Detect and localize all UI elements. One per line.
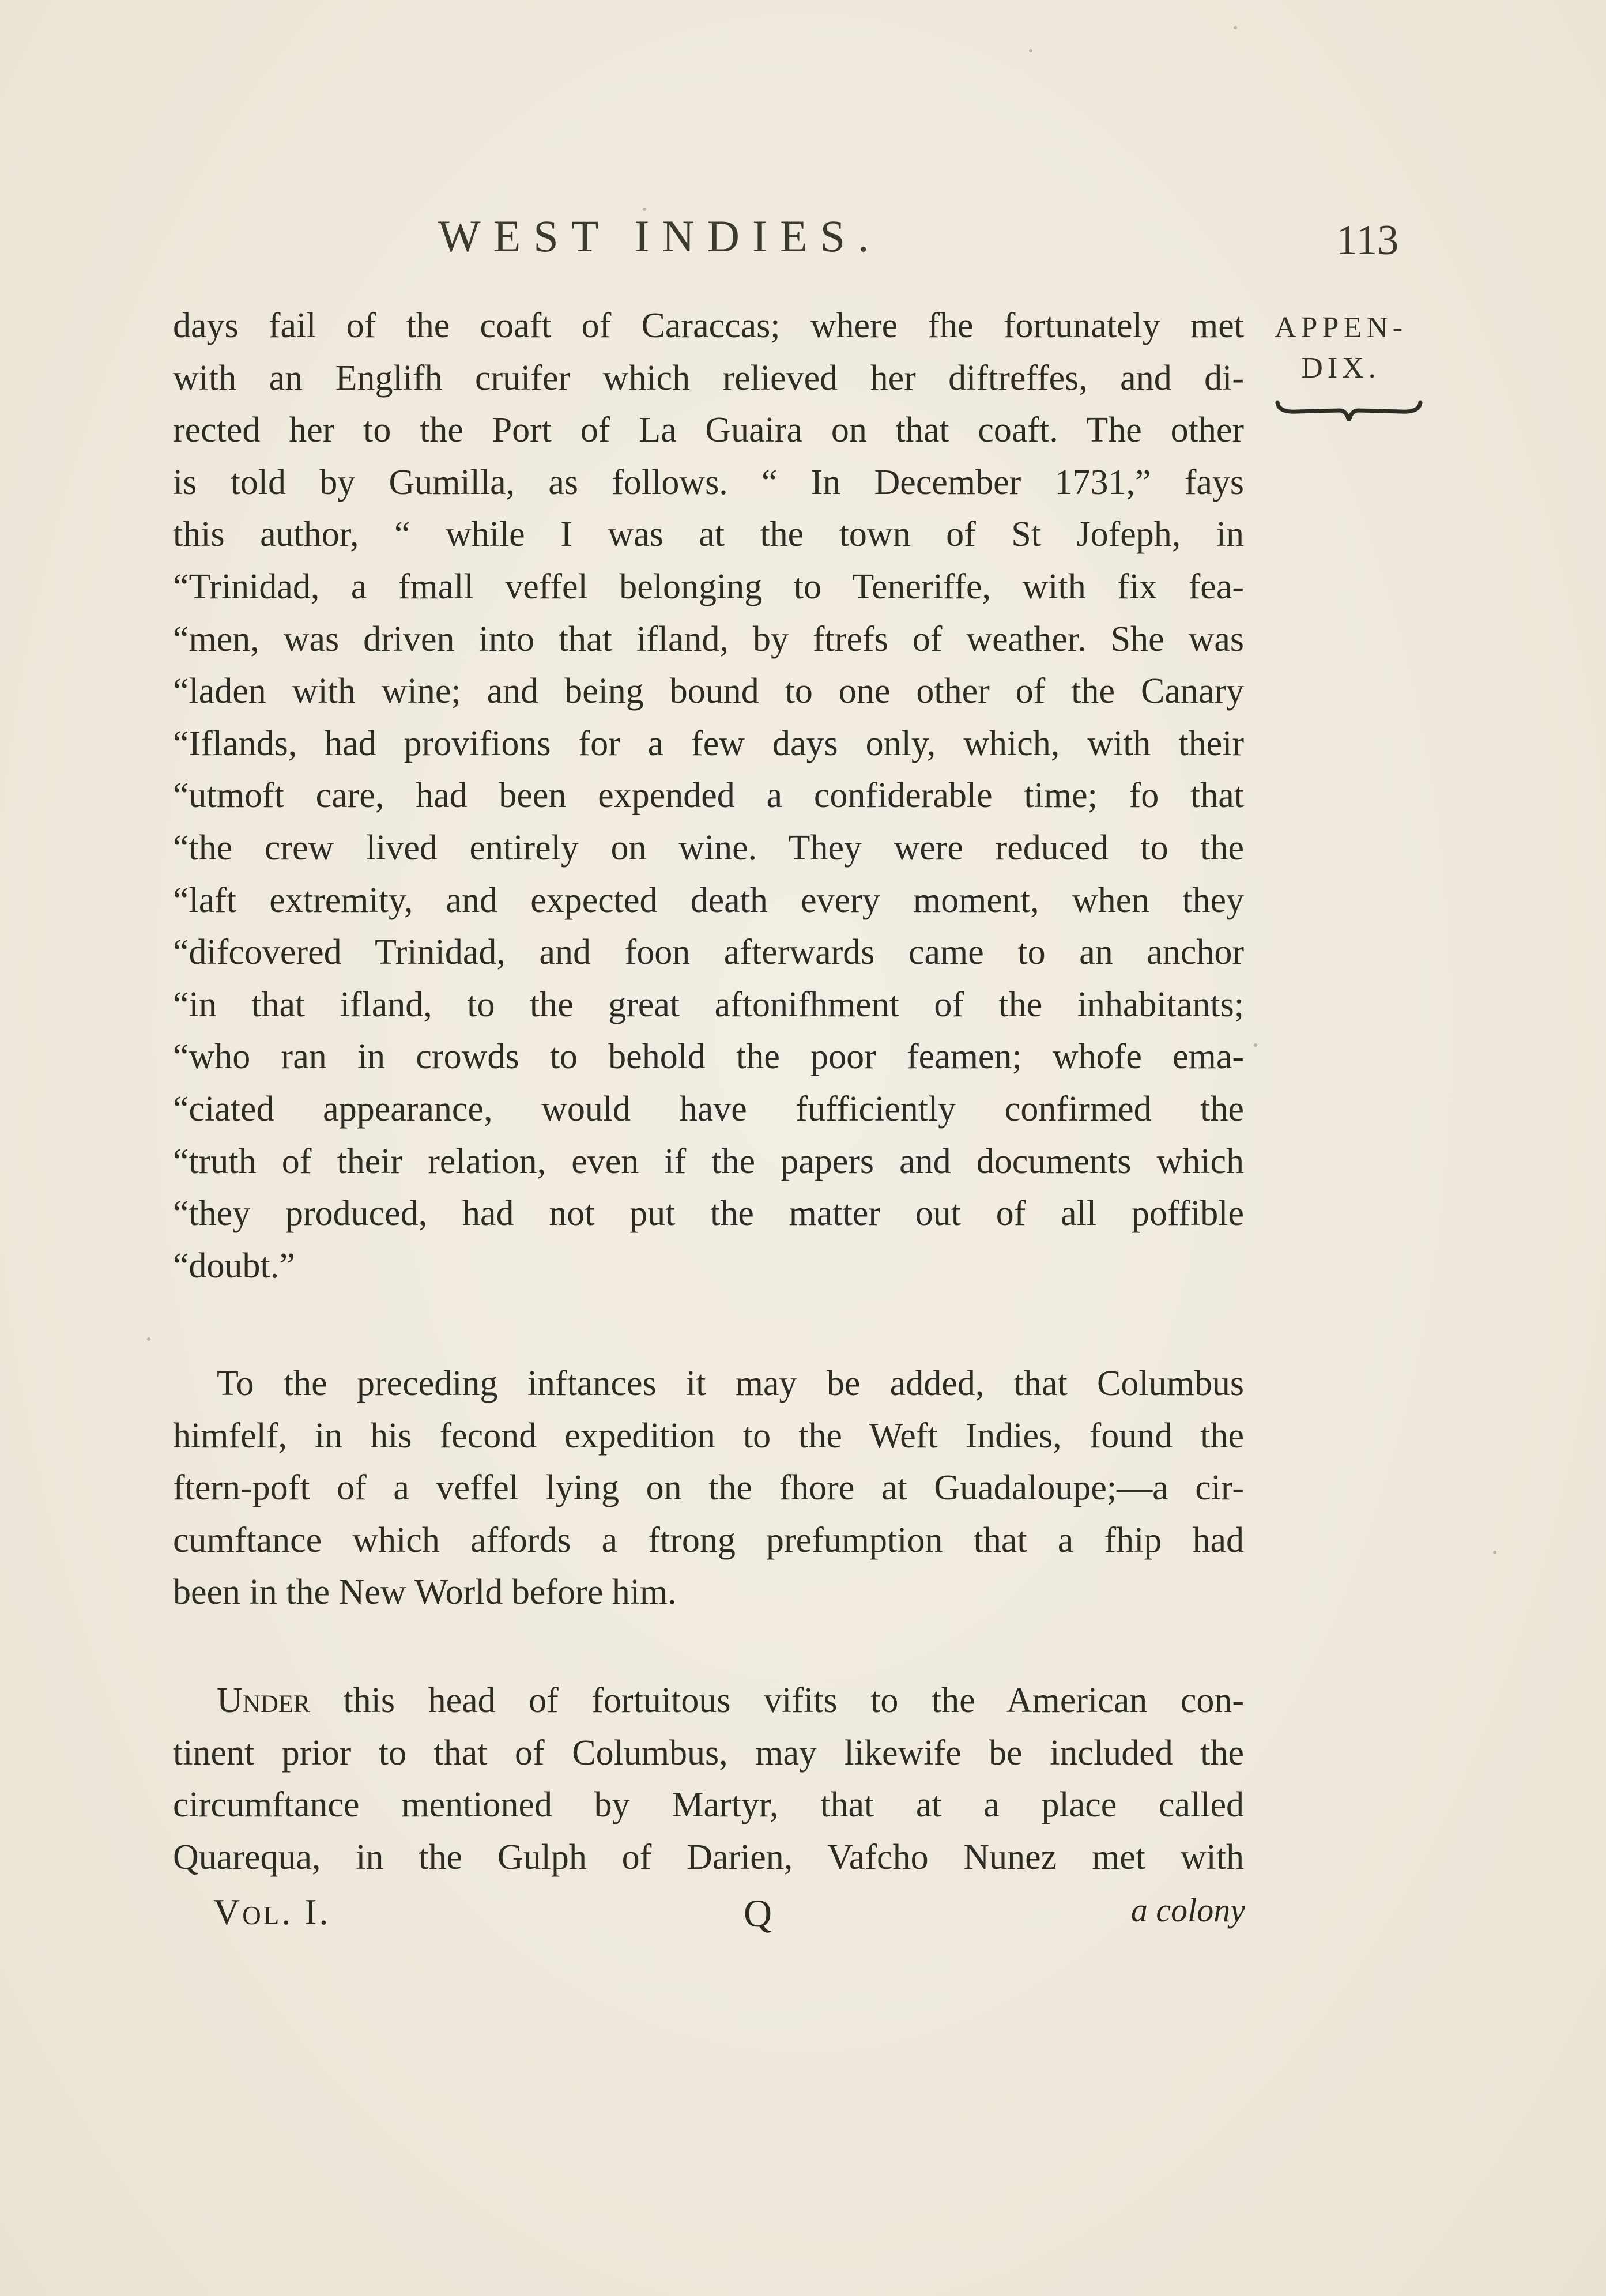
- catchword: a colony: [1130, 1891, 1245, 1929]
- quote-mark: “: [173, 619, 189, 659]
- volume-label: Vol. I.: [213, 1891, 331, 1932]
- text-line: is told by Gumilla, as follows. “ In December 1731,” fays: [173, 462, 1244, 502]
- quoted-line: [173, 665, 1244, 718]
- text-line: they produced, had not put the matter out of all poffible: [189, 1194, 1244, 1234]
- text-line: men, was driven into that ifland, by ftrefs of weather. She was: [189, 619, 1244, 659]
- text-line: days fail of the coaft of Caraccas; where fhe fortunately met: [173, 306, 1244, 345]
- text-line: ciated appearance, would have fufficiently confirmed the: [189, 1089, 1244, 1129]
- quoted-line: [173, 874, 1244, 927]
- text-line: Iflands, had provifions for a few days only, which, with their: [189, 723, 1244, 763]
- text-line: been in the New World before him.: [173, 1573, 677, 1612]
- quote-mark: “: [173, 723, 189, 763]
- quoted-line: [173, 1240, 1244, 1292]
- text-line: utmoft care, had been expended a confiderable time; fo that: [189, 776, 1244, 816]
- text-line: in that ifland, to the great aftonifhment of the inhabitants;: [189, 985, 1244, 1024]
- quoted-line: [173, 613, 1244, 666]
- quoted-line: [173, 718, 1244, 770]
- quote-mark: “: [173, 1089, 189, 1129]
- quoted-line: [173, 1187, 1244, 1240]
- quote-mark: “: [173, 1037, 189, 1077]
- quote-mark: “: [173, 985, 189, 1024]
- page-footer: [213, 1891, 1245, 1943]
- text-line: To the preceding inftances it may be added, that Columbus: [217, 1364, 1244, 1403]
- quote-mark: “: [173, 776, 189, 816]
- quoted-line: [173, 770, 1244, 822]
- text-line: [173, 1675, 1244, 1727]
- margin-note: [1254, 308, 1427, 389]
- quoted-line: [173, 1031, 1244, 1083]
- quoted-line: [173, 1083, 1244, 1136]
- text-line: laft extremity, and expected death every moment, when they: [189, 880, 1244, 920]
- quote-mark: “: [173, 880, 189, 920]
- paragraph-1: [173, 300, 1244, 1292]
- quote-mark: “: [173, 672, 189, 711]
- text-line: Trinidad, a fmall veffel belonging to Teneriffe, with fix fea-: [189, 567, 1244, 606]
- quoted-line: [173, 926, 1244, 979]
- speck: [147, 1337, 150, 1341]
- speck: [1029, 49, 1032, 52]
- lead-word: Under: [217, 1681, 310, 1720]
- text-line: with an Englifh cruifer which relieved her diftreffes, and di-: [173, 358, 1244, 398]
- quote-mark: “: [173, 1246, 189, 1285]
- text-line: ftern-poft of a veffel lying on the fhore at Guadaloupe;—a cir-: [173, 1468, 1244, 1508]
- text-line: truth of their relation, even if the papers and documents which: [189, 1141, 1244, 1181]
- signature-mark: Q: [744, 1891, 772, 1935]
- text-line: cumftance which affords a ftrong prefumption that a fhip had: [173, 1520, 1244, 1560]
- running-title: WEST INDIES.: [438, 211, 882, 261]
- paragraph-2: [173, 1358, 1244, 1619]
- page-number: 113: [1336, 217, 1399, 264]
- text-line: the crew lived entirely on wine. They were reduced to the: [189, 828, 1244, 868]
- text-line: who ran in crowds to behold the poor feamen; whofe ema-: [189, 1037, 1244, 1077]
- quoted-line: [173, 561, 1244, 613]
- quote-mark: “: [173, 933, 189, 972]
- text-line: rected her to the Port of La Guaira on that coaft. The other: [173, 410, 1244, 450]
- text-line: difcovered Trinidad, and foon afterwards came to an anchor: [189, 933, 1244, 972]
- speck: [1493, 1551, 1496, 1554]
- speck: [1254, 1043, 1257, 1047]
- quoted-line: [173, 822, 1244, 874]
- text-line: this author, “ while I was at the town of St Jofeph, in: [173, 515, 1244, 555]
- text-line: laden with wine; and being bound to one other of the Canary: [189, 672, 1244, 711]
- text-line: doubt.”: [189, 1246, 295, 1285]
- quote-mark: “: [173, 1141, 189, 1181]
- text-line: circumftance mentioned by Martyr, that at a place called: [173, 1785, 1244, 1825]
- text-line: tinent prior to that of Columbus, may likewife be included the: [173, 1733, 1244, 1773]
- text-line: himfelf, in his fecond expedition to the Weft Indies, found the: [173, 1416, 1244, 1456]
- brace-ornament: [1274, 398, 1424, 425]
- quote-mark: “: [173, 828, 189, 868]
- quote-mark: “: [173, 1194, 189, 1234]
- margin-note-line: APPEN-: [1274, 311, 1408, 344]
- paragraph-3: [173, 1675, 1244, 1883]
- quoted-line: [173, 979, 1244, 1031]
- quote-mark: “: [173, 567, 189, 606]
- text-line: Quarequa, in the Gulph of Darien, Vafcho Nunez met with: [173, 1837, 1244, 1877]
- speck: [1234, 26, 1237, 29]
- text-run: this head of fortuitous vifits to the American con-: [310, 1681, 1244, 1720]
- speck: [643, 208, 646, 211]
- margin-note-line: DIX.: [1301, 352, 1381, 384]
- quoted-line: [173, 1136, 1244, 1188]
